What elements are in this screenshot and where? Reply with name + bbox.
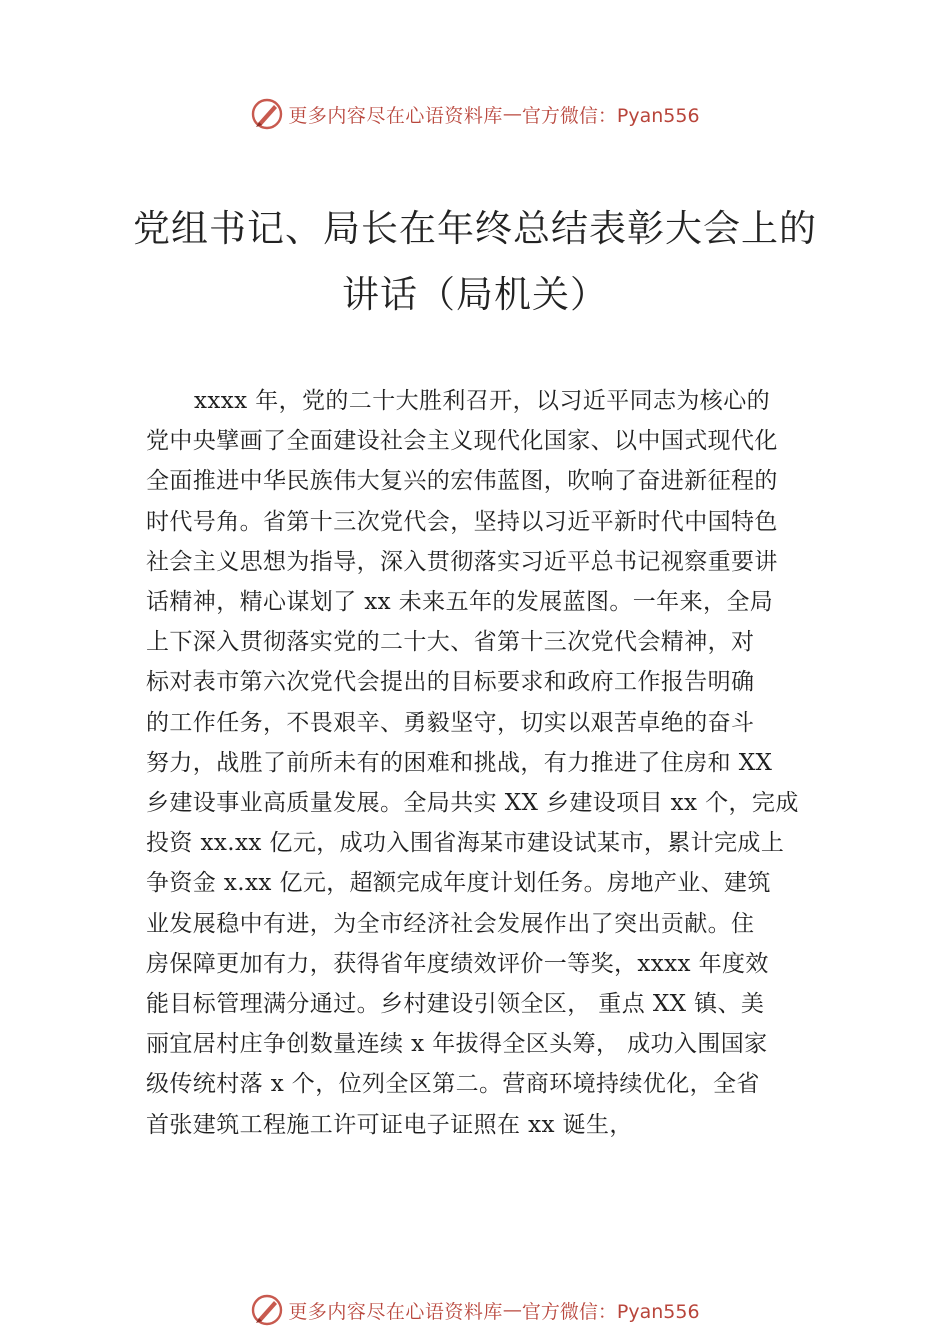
body-line: 标对表市第六次党代会提出的目标要求和政府工作报告明确 — [146, 669, 755, 696]
banner-text: 更多内容尽在心语资料库 — [288, 104, 503, 127]
body-line: 努力，战胜了前所未有的困难和挑战，有力推进了住房和 XX — [146, 749, 773, 776]
header-banner — [0, 94, 950, 134]
body-line: 能目标管理满分通过。乡村建设引领全区， 重点 XX 镇、美 — [146, 991, 765, 1018]
body-line: 投资 xx.xx 亿元，成功入围省海某市建设试某市，累计完成上 — [146, 830, 785, 857]
pen-logo-icon — [250, 97, 284, 131]
banner-separator: — — [502, 1299, 522, 1321]
banner-wechat: 官方微信：Pyan556 — [521, 1300, 700, 1323]
body-line: 首张建筑工程施工许可证电子证照在 xx 诞生， — [146, 1111, 633, 1138]
pen-logo-icon — [250, 1293, 284, 1327]
body-line: 全面推进中华民族伟大复兴的宏伟蓝图，吹响了奋进新征程的 — [146, 468, 778, 495]
title-line-2: 讲话（局机关） — [342, 273, 608, 316]
banner-wechat: 官方微信：Pyan556 — [521, 104, 700, 127]
body-line: 级传统村落 x 个，位列全区第二。营商环境持续优化，全省 — [146, 1071, 760, 1098]
body-line: 社会主义思想为指导，深入贯彻落实习近平总书记视察重要讲 — [146, 548, 778, 575]
footer-banner — [0, 1290, 950, 1330]
document-title — [100, 196, 850, 328]
body-line: 丽宜居村庄争创数量连续 x 年拔得全区头筹， 成功入围国家 — [146, 1031, 768, 1058]
body-line: xxxx 年，党的二十大胜利召开，以习近平同志为核心的 — [194, 388, 770, 414]
body-line: 业发展稳中有进，为全市经济社会发展作出了突出贡献。住 — [146, 910, 755, 937]
body-line: 话精神，精心谋划了 xx 未来五年的发展蓝图。一年来，全局 — [146, 589, 774, 616]
body-line: 的工作任务，不畏艰辛、勇毅坚守，切实以艰苦卓绝的奋斗 — [146, 709, 755, 736]
body-line: 房保障更加有力，获得省年度绩效评价一等奖，xxxx 年度效 — [146, 950, 769, 977]
banner-text: 更多内容尽在心语资料库 — [288, 1300, 503, 1323]
body-line: 乡建设事业高质量发展。全局共实 XX 乡建设项目 xx 个，完成 — [146, 790, 799, 817]
body-line: 争资金 x.xx 亿元，超额完成年度计划任务。房地产业、建筑 — [146, 870, 771, 897]
title-line-1: 党组书记、局长在年终总结表彰大会上的 — [133, 207, 817, 250]
body-paragraph — [146, 381, 820, 1145]
banner-separator: — — [502, 103, 522, 125]
body-line: 党中央擘画了全面建设社会主义现代化国家、以中国式现代化 — [146, 428, 778, 455]
body-line: 上下深入贯彻落实党的二十大、省第十三次党代会精神，对 — [146, 629, 755, 656]
body-line: 时代号角。省第十三次党代会，坚持以习近平新时代中国特色 — [146, 508, 778, 535]
